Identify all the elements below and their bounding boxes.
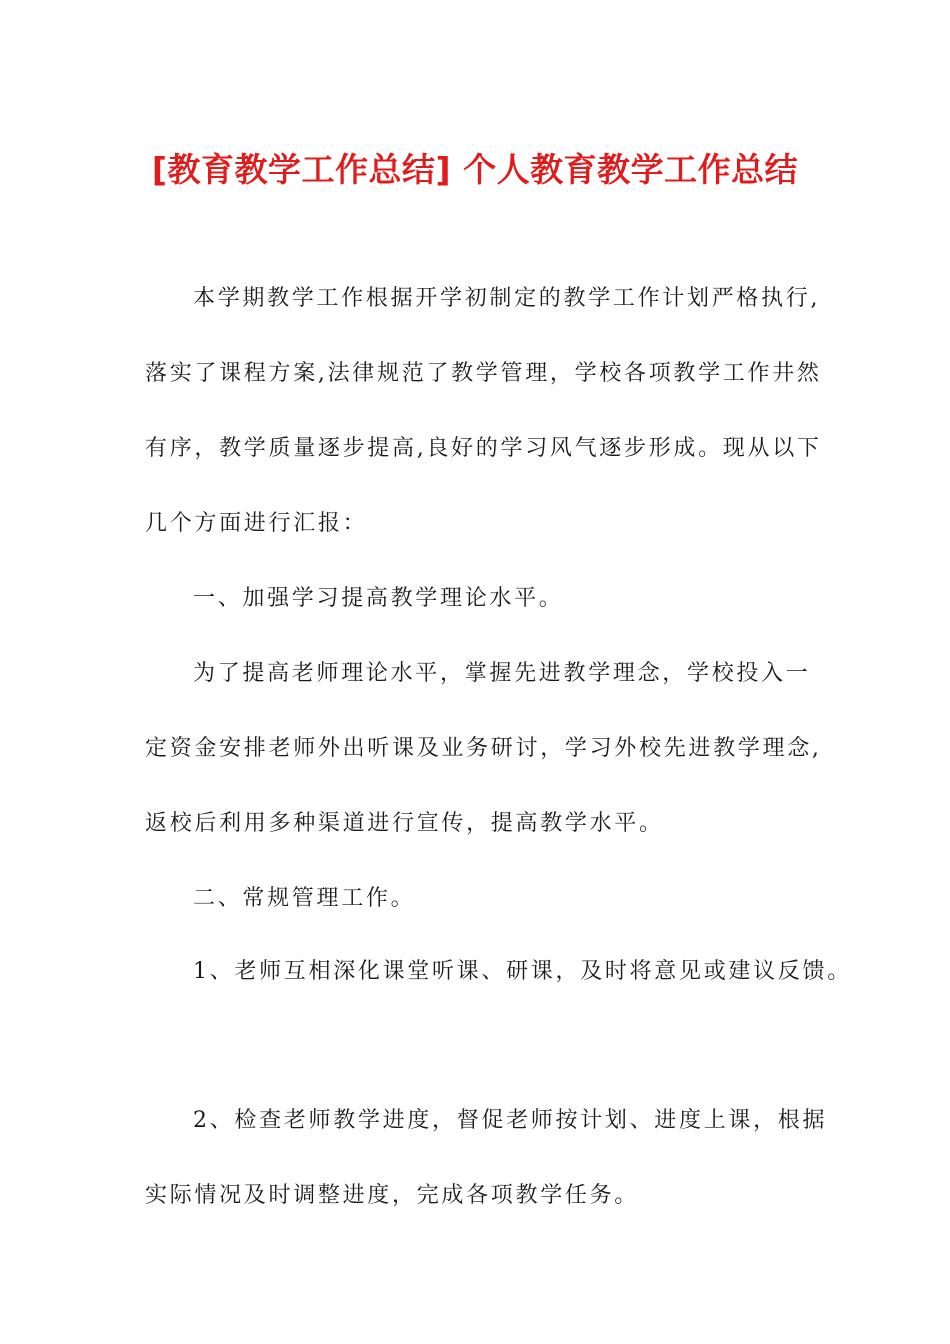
document-title: [教育教学工作总结] 个人教育教学工作总结 [151, 150, 799, 189]
section-heading: 一、加强学习提高教学理论水平。 [193, 586, 564, 611]
paragraph-line: 本学期教学工作根据开学初制定的教学工作计划严格执行, [193, 286, 821, 311]
paragraph-line: 几个方面进行汇报： [145, 511, 368, 536]
section-heading: 二、常规管理工作。 [193, 886, 416, 911]
paragraph-line: 返校后利用多种渠道进行宣传，提高教学水平。 [145, 811, 664, 836]
paragraph-line: 定资金安排老师外出听课及业务研讨，学习外校先进教学理念, [145, 736, 822, 761]
list-item: 2、检查老师教学进度，督促老师按计划、进度上课，根据 [193, 1108, 828, 1133]
paragraph-line: 有序，教学质量逐步提高,良好的学习风气逐步形成。现从以下 [145, 436, 822, 461]
paragraph-line: 实际情况及时调整进度，完成各项教学任务。 [145, 1183, 640, 1208]
paragraph-line: 为了提高老师理论水平，掌握先进教学理念，学校投入一 [193, 661, 811, 686]
paragraph-line: 落实了课程方案,法律规范了教学管理，学校各项教学工作井然 [145, 361, 822, 386]
list-item: 1、老师互相深化课堂听课、研课，及时将意见或建议反馈。 [193, 959, 852, 984]
